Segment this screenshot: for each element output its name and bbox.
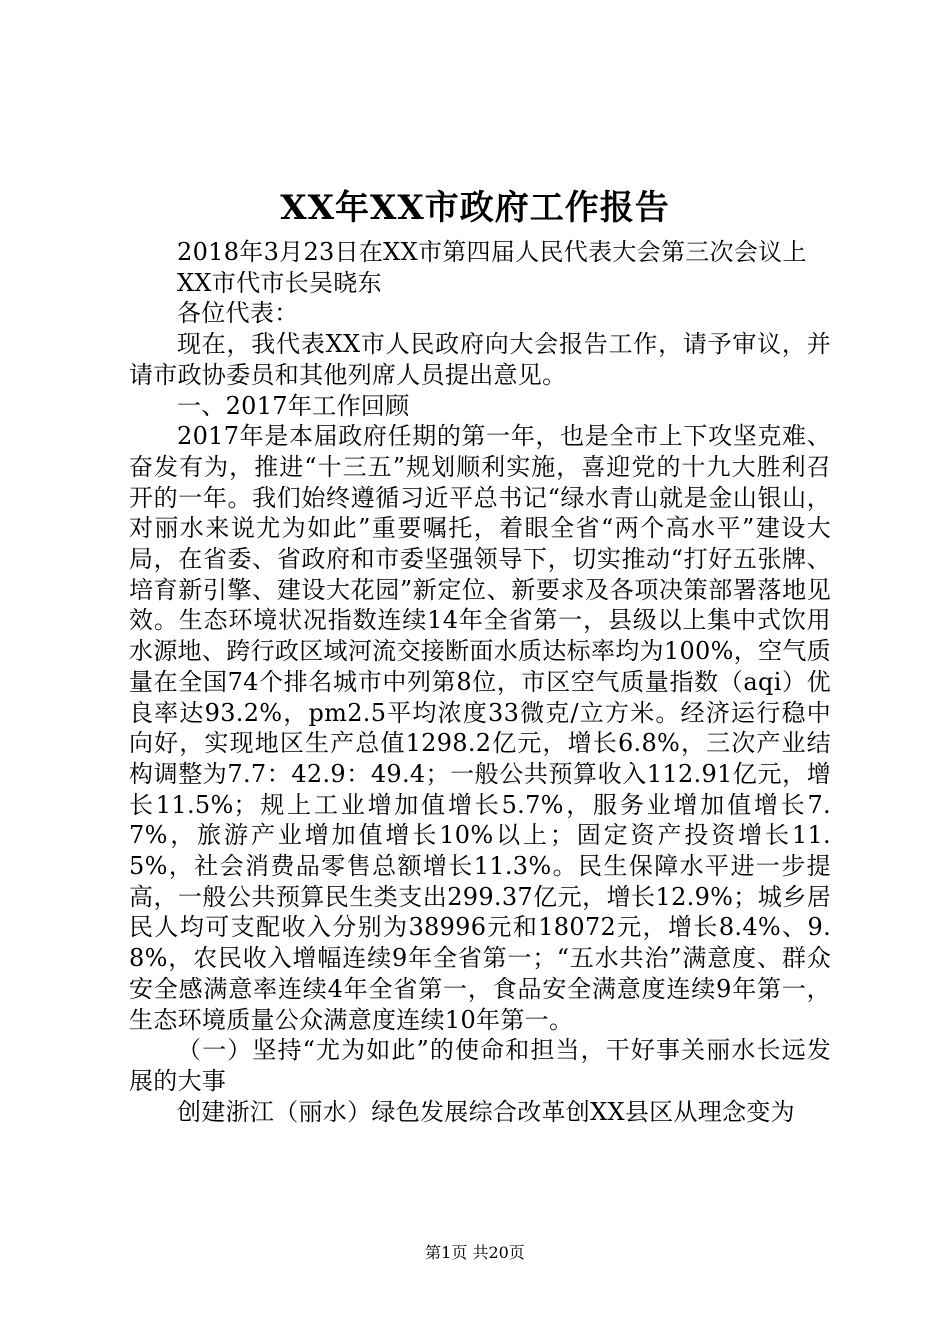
- salutation-paragraph: 各位代表：: [177, 299, 299, 328]
- page-number-footer: 第1页 共20页: [425, 1243, 525, 1262]
- reform-paragraph: 创建浙江（丽水）绿色发展综合改革创XX县区从理念变为: [177, 1097, 795, 1126]
- section-heading: 一、2017年工作回顾: [177, 391, 410, 420]
- subsection-heading: （一）坚持“尤为如此”的使命和担当，干好事关丽水长远发展的大事: [129, 1036, 831, 1095]
- intro-paragraph: 现在，我代表XX市人民政府向大会报告工作，请予审议，并请市政协委员和其他列席人员提出意见。: [129, 330, 831, 389]
- speaker-paragraph: XX市代市长吴晓东: [177, 268, 382, 297]
- document-title: XX年XX市政府工作报告: [280, 188, 670, 228]
- document-body: [129, 237, 831, 1127]
- review-paragraph: 2017年是本届政府任期的第一年，也是全市上下攻坚克难、奋发有为，推进“十三五”规划顺利实施，喜迎党的十九大胜利召开的一年。我们始终遵循习近平总书记“绿水青山就是金山银山，对丽水来说尤为如此”重要嘱托，着眼全省“两个高水平”建设大局，在省委、省政府和市委坚强领导下，切实推动“打好五张牌、培育新引擎、建设大花园”新定位、新要求及各项决策部署落地见效。生态环境状况指数连续14年全省第一，县级以上集中式饮用水源地、跨行政区域河流交接断面水质达标率均为100%，空气质量在全国74个排名城市中列第8位，市区空气质量指数（aqi）优良率达93.2%，pm2.5平均浓度33微克/立方米。经济运行稳中向好，实现地区生产总值1298.2亿元，增长6.8%，三次产业结构调整为7.7：42.9：49.4；一般公共预算收入112.91亿元，增长11.5%；规上工业增加值增长5.7%，服务业增加值增长7.7%，旅游产业增加值增长10%以上；固定资产投资增长11.5%，社会消费品零售总额增长11.3%。民生保障水平进一步提高，一般公共预算民生类支出299.37亿元，增长12.9%；城乡居民人均可支配收入分别为38996元和18072元，增长8.4%、9.8%，农民收入增幅连续9年全省第一；“五水共治”满意度、群众安全感满意率连续4年全省第一，食品安全满意度连续9年第一，生态环境质量公众满意度连续10年第一。: [129, 422, 831, 1034]
- meeting-date-paragraph: 2018年3月23日在XX市第四届人民代表大会第三次会议上: [177, 238, 807, 266]
